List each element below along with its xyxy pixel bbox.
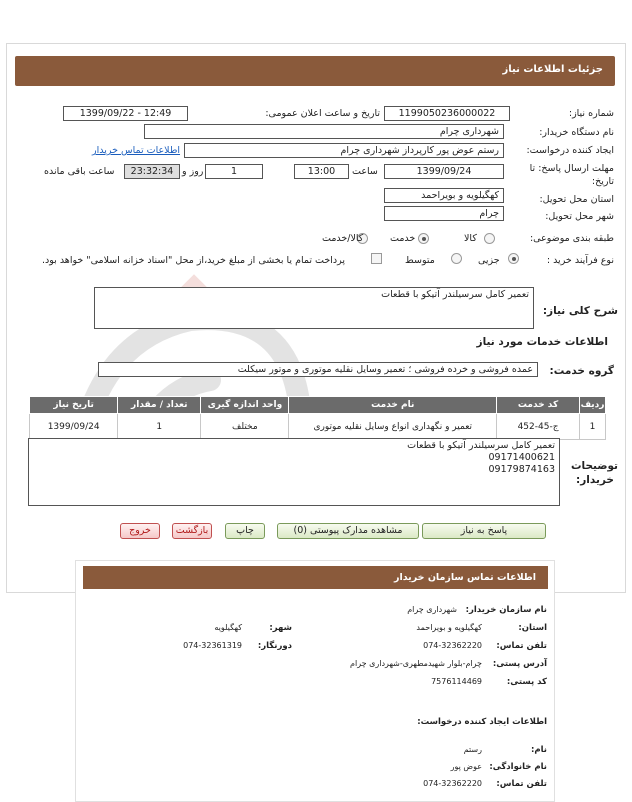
buyer-notes-field <box>28 438 560 506</box>
contact-phone-label: تلفن تماس: <box>496 641 547 651</box>
contact-fax-value: 074-32361319 <box>183 641 242 650</box>
category-option-both: کالا/خدمت <box>322 233 364 244</box>
category-option-goods: کالا <box>464 233 477 244</box>
services-section-title: اطلاعات خدمات مورد نیاز <box>476 336 608 348</box>
category-radio-service[interactable] <box>418 233 429 244</box>
time-label: ساعت <box>352 166 378 177</box>
reply-button[interactable]: پاسخ به نیاز <box>422 523 546 539</box>
process-radio-medium[interactable] <box>451 253 462 264</box>
process-option-minor: جزیی <box>478 255 500 266</box>
category-option-service: خدمت <box>390 233 416 244</box>
contact-card <box>75 560 555 802</box>
contact-org-label: نام سازمان خریدار: <box>465 605 547 615</box>
col-unit: واحد اندازه گیری <box>201 397 289 414</box>
service-group-field: عمده فروشی و خرده فروشی ؛ تعمیر وسایل نقلیه موتوری و موتور سیکلت <box>98 362 538 377</box>
contact-card-header <box>83 566 548 589</box>
buyer-notes-label-2: خریدار: <box>576 474 614 486</box>
province-field: کهگیلویه و بویراحمد <box>384 188 504 203</box>
summary-field: تعمیر کامل سرسیلندر آتیکو با قطعات <box>94 287 534 329</box>
need-number-field: 1199050236000022 <box>384 106 510 121</box>
announce-field: 1399/09/22 - 12:49 <box>63 106 188 121</box>
buyer-contact-link[interactable]: اطلاعات تماس خریدار <box>92 145 181 156</box>
cell-unit: مختلف <box>201 414 289 440</box>
requester-section-title: اطلاعات ایجاد کننده درخواست: <box>417 717 547 727</box>
col-name: نام خدمت <box>289 397 497 414</box>
cell-date: 1399/09/24 <box>30 414 118 440</box>
process-radio-minor[interactable] <box>508 253 519 264</box>
contact-postal-label: کد پستی: <box>506 677 547 687</box>
days-label: روز و <box>182 166 204 177</box>
cell-qty: 1 <box>118 414 201 440</box>
col-qty: تعداد / مقدار <box>118 397 201 414</box>
contact-postal-value: 7576114469 <box>431 677 482 686</box>
buyer-notes-label-1: توضیحات <box>570 460 618 472</box>
need-number-label: شماره نیاز: <box>568 108 614 119</box>
buyer-org-label: نام دستگاه خریدار: <box>539 127 614 138</box>
contact-address-label: آدرس پستی: <box>492 659 547 669</box>
col-row: ردیف <box>580 397 606 414</box>
creator-label: ایجاد کننده درخواست: <box>526 145 614 156</box>
category-radio-goods[interactable] <box>484 233 495 244</box>
contact-province-label: استان: <box>518 623 547 633</box>
province-label: استان محل تحویل: <box>539 194 614 205</box>
buyer-notes-line: 09179874163 <box>488 464 555 475</box>
page-title: جزئیات اطلاعات نیاز <box>502 64 603 75</box>
contact-province-value: کهگیلویه و بویراحمد <box>416 623 482 632</box>
treasury-checkbox[interactable] <box>371 253 382 264</box>
cell-name: تعمیر و نگهداری انواع وسایل نقلیه موتوری <box>289 414 497 440</box>
print-button[interactable]: چاپ <box>225 523 265 539</box>
remaining-time-field: 23:32:34 <box>124 164 180 179</box>
deadline-date-label: تاریخ: <box>591 176 614 187</box>
deadline-label: مهلت ارسال پاسخ: تا <box>529 163 614 174</box>
deadline-date-field: 1399/09/24 <box>384 164 504 179</box>
col-date: تاریخ نیاز <box>30 397 118 414</box>
contact-city-label: شهر: <box>269 623 292 633</box>
contact-org-value: شهرداری چرام <box>407 605 457 614</box>
category-label: طبقه بندی موضوعی: <box>529 233 614 244</box>
days-field: 1 <box>205 164 263 179</box>
attachments-button[interactable]: مشاهده مدارک پیوستی (0) <box>277 523 419 539</box>
page-header <box>15 56 615 86</box>
buyer-notes-line: تعمیر کامل سرسیلندر آتیکو با قطعات <box>407 440 555 451</box>
exit-button[interactable]: خروج <box>120 523 160 539</box>
requester-name-label: نام: <box>530 745 547 755</box>
requester-name-value: رستم <box>463 745 482 754</box>
payment-note: پرداخت تمام یا بخشی از مبلغ خرید،از محل "اسناد خزانه اسلامی" خواهد بود. <box>42 255 345 266</box>
contact-card-title: اطلاعات تماس سازمان خریدار <box>393 572 536 583</box>
remaining-label: ساعت باقی مانده <box>44 166 115 177</box>
back-button[interactable]: بازگشت <box>172 523 212 539</box>
city-field: چرام <box>384 206 504 221</box>
requester-phone-value: 074-32362220 <box>423 779 482 788</box>
creator-field: رستم عوض پور کارپرداز شهرداری چرام <box>184 143 504 158</box>
deadline-time-field: 13:00 <box>294 164 349 179</box>
city-label: شهر محل تحویل: <box>545 211 614 222</box>
process-label: نوع فرآیند خرید : <box>546 255 614 266</box>
col-code: کد خدمت <box>497 397 580 414</box>
table-header-row <box>30 397 606 414</box>
summary-label: شرح کلی نیاز: <box>542 305 618 317</box>
buyer-org-field: شهرداری چرام <box>144 124 504 139</box>
services-table <box>29 396 606 440</box>
requester-family-value: عوض پور <box>450 762 482 771</box>
requester-family-label: نام خانوادگی: <box>489 762 547 772</box>
buyer-notes-line: 09171400621 <box>488 452 555 463</box>
contact-address-value: چرام-بلوار شهیدمطهری-شهرداری چرام <box>350 659 482 668</box>
service-group-label: گروه خدمت: <box>549 365 614 377</box>
cell-row: 1 <box>580 414 606 440</box>
requester-phone-label: تلفن تماس: <box>496 779 547 789</box>
announce-label: تاریخ و ساعت اعلان عمومی: <box>265 108 380 119</box>
table-row <box>30 414 606 440</box>
contact-phone-value: 074-32362220 <box>423 641 482 650</box>
process-option-medium: متوسط <box>405 255 435 266</box>
contact-city-value: کهگیلویه <box>214 623 242 632</box>
contact-fax-label: دورنگار: <box>257 641 292 651</box>
cell-code: ج-45-452 <box>497 414 580 440</box>
